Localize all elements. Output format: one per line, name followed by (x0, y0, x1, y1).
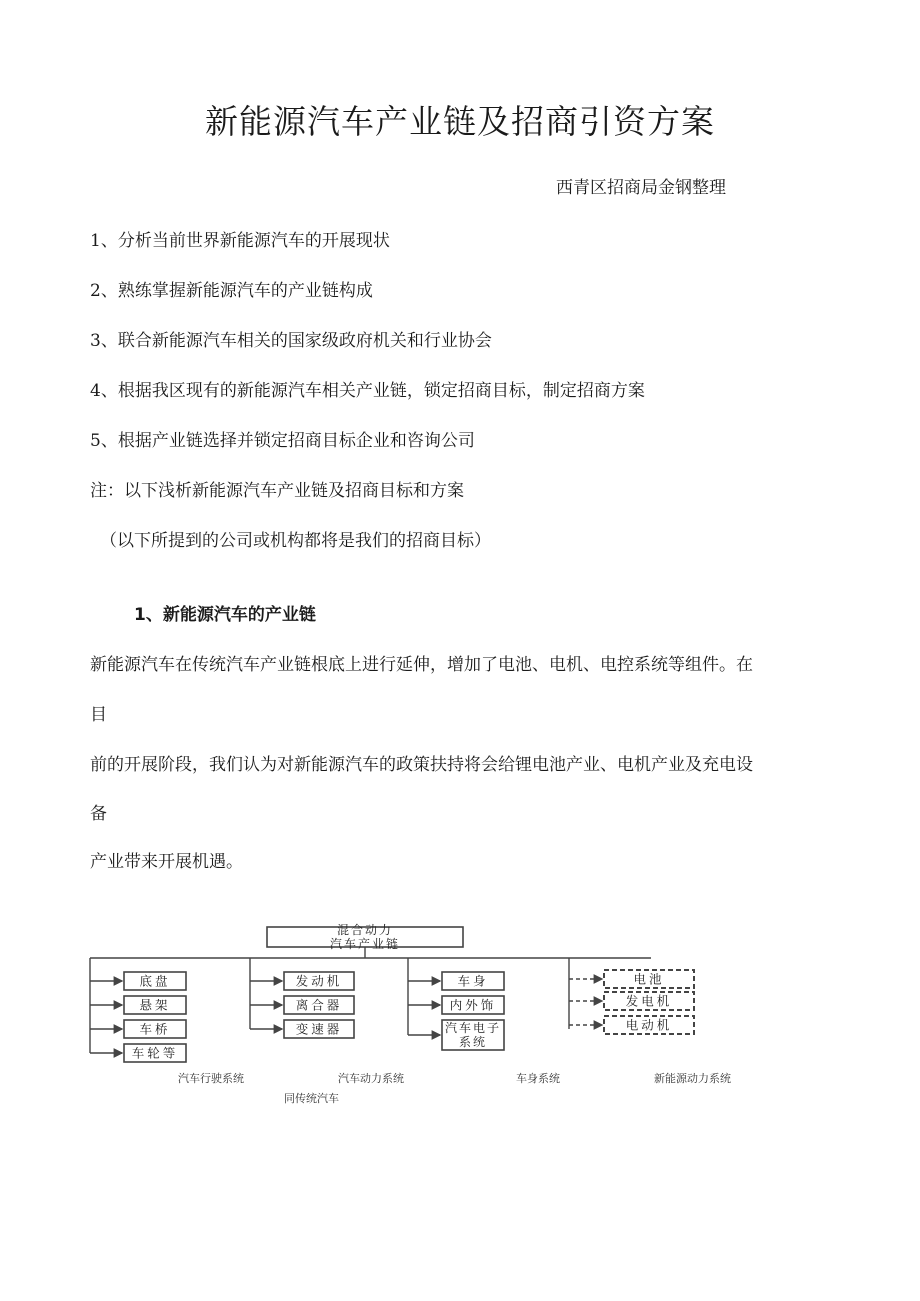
note-subtext: （以下所提到的公司或机构都将是我们的招商目标） (100, 531, 491, 551)
paragraph-line: 新能源汽车在传统汽车产业链根底上进行延伸，增加了电池、电机、电控系统等组件。在 (90, 655, 753, 675)
diagram-node-box (124, 996, 186, 1014)
document-title: 新能源汽车产业链及招商引资方案 (205, 102, 715, 141)
industry-chain-diagram (86, 920, 746, 1120)
group-caption: 车身系统 (516, 1072, 560, 1085)
box-label: 系统 (458, 1035, 488, 1049)
diagram-node-box (284, 1020, 354, 1038)
note-text: 注：以下浅析新能源汽车产业链及招商目标和方案 (90, 481, 464, 501)
bottom-caption: 同传统汽车 (284, 1092, 339, 1105)
group-caption: 汽车行驶系统 (178, 1072, 244, 1085)
box-label: 电池 (633, 971, 665, 987)
section-heading: 1、新能源汽车的产业链 (134, 605, 316, 625)
box-label: 变速器 (295, 1021, 343, 1037)
diagram-node-box (442, 1020, 504, 1050)
box-label: 汽车产业链 (329, 937, 401, 951)
diagram-node-box (604, 1016, 694, 1034)
group-caption: 汽车动力系统 (338, 1072, 404, 1085)
list-item: 4、根据我区现有的新能源汽车相关产业链，锁定招商目标，制定招商方案 (90, 381, 645, 401)
box-label: 车桥 (139, 1021, 171, 1037)
paragraph-line: 产业带来开展机遇。 (90, 852, 243, 872)
list-item: 3、联合新能源汽车相关的国家级政府机关和行业协会 (90, 331, 492, 351)
list-item: 2、熟练掌握新能源汽车的产业链构成 (90, 281, 373, 301)
box-label: 离合器 (295, 997, 343, 1013)
paragraph-line: 目 (90, 705, 107, 725)
paragraph-line: 备 (90, 804, 107, 824)
list-item: 5、根据产业链选择并锁定招商目标企业和咨询公司 (90, 431, 475, 451)
group-caption: 新能源动力系统 (654, 1072, 731, 1085)
box-label: 汽车电子 (444, 1021, 502, 1035)
paragraph-line: 前的开展阶段，我们认为对新能源汽车的政策扶持将会给锂电池产业、电机产业及充电设 (90, 755, 753, 775)
box-label: 底盘 (139, 973, 171, 989)
diagram-top-box (267, 922, 463, 951)
box-label: 悬架 (139, 997, 171, 1013)
box-label: 发电机 (625, 993, 673, 1009)
diagram-node-box (124, 972, 186, 990)
box-label: 电动机 (625, 1017, 673, 1033)
diagram-node-box (284, 996, 354, 1014)
diagram-node-box (604, 992, 694, 1010)
diagram-node-box (284, 972, 354, 990)
box-label: 混合动力 (336, 923, 394, 937)
diagram-node-box (442, 972, 504, 990)
list-item: 1、分析当前世界新能源汽车的开展现状 (90, 231, 390, 251)
box-label: 发动机 (295, 973, 343, 989)
document-author: 西青区招商局金钢整理 (556, 178, 726, 198)
box-label: 车身 (457, 973, 489, 989)
diagram-node-box (604, 970, 694, 988)
diagram-node-box (124, 1044, 186, 1062)
diagram-node-box (124, 1020, 186, 1038)
box-label: 车轮等 (131, 1045, 179, 1061)
diagram-node-box (442, 996, 504, 1014)
box-label: 内外饰 (449, 997, 497, 1013)
